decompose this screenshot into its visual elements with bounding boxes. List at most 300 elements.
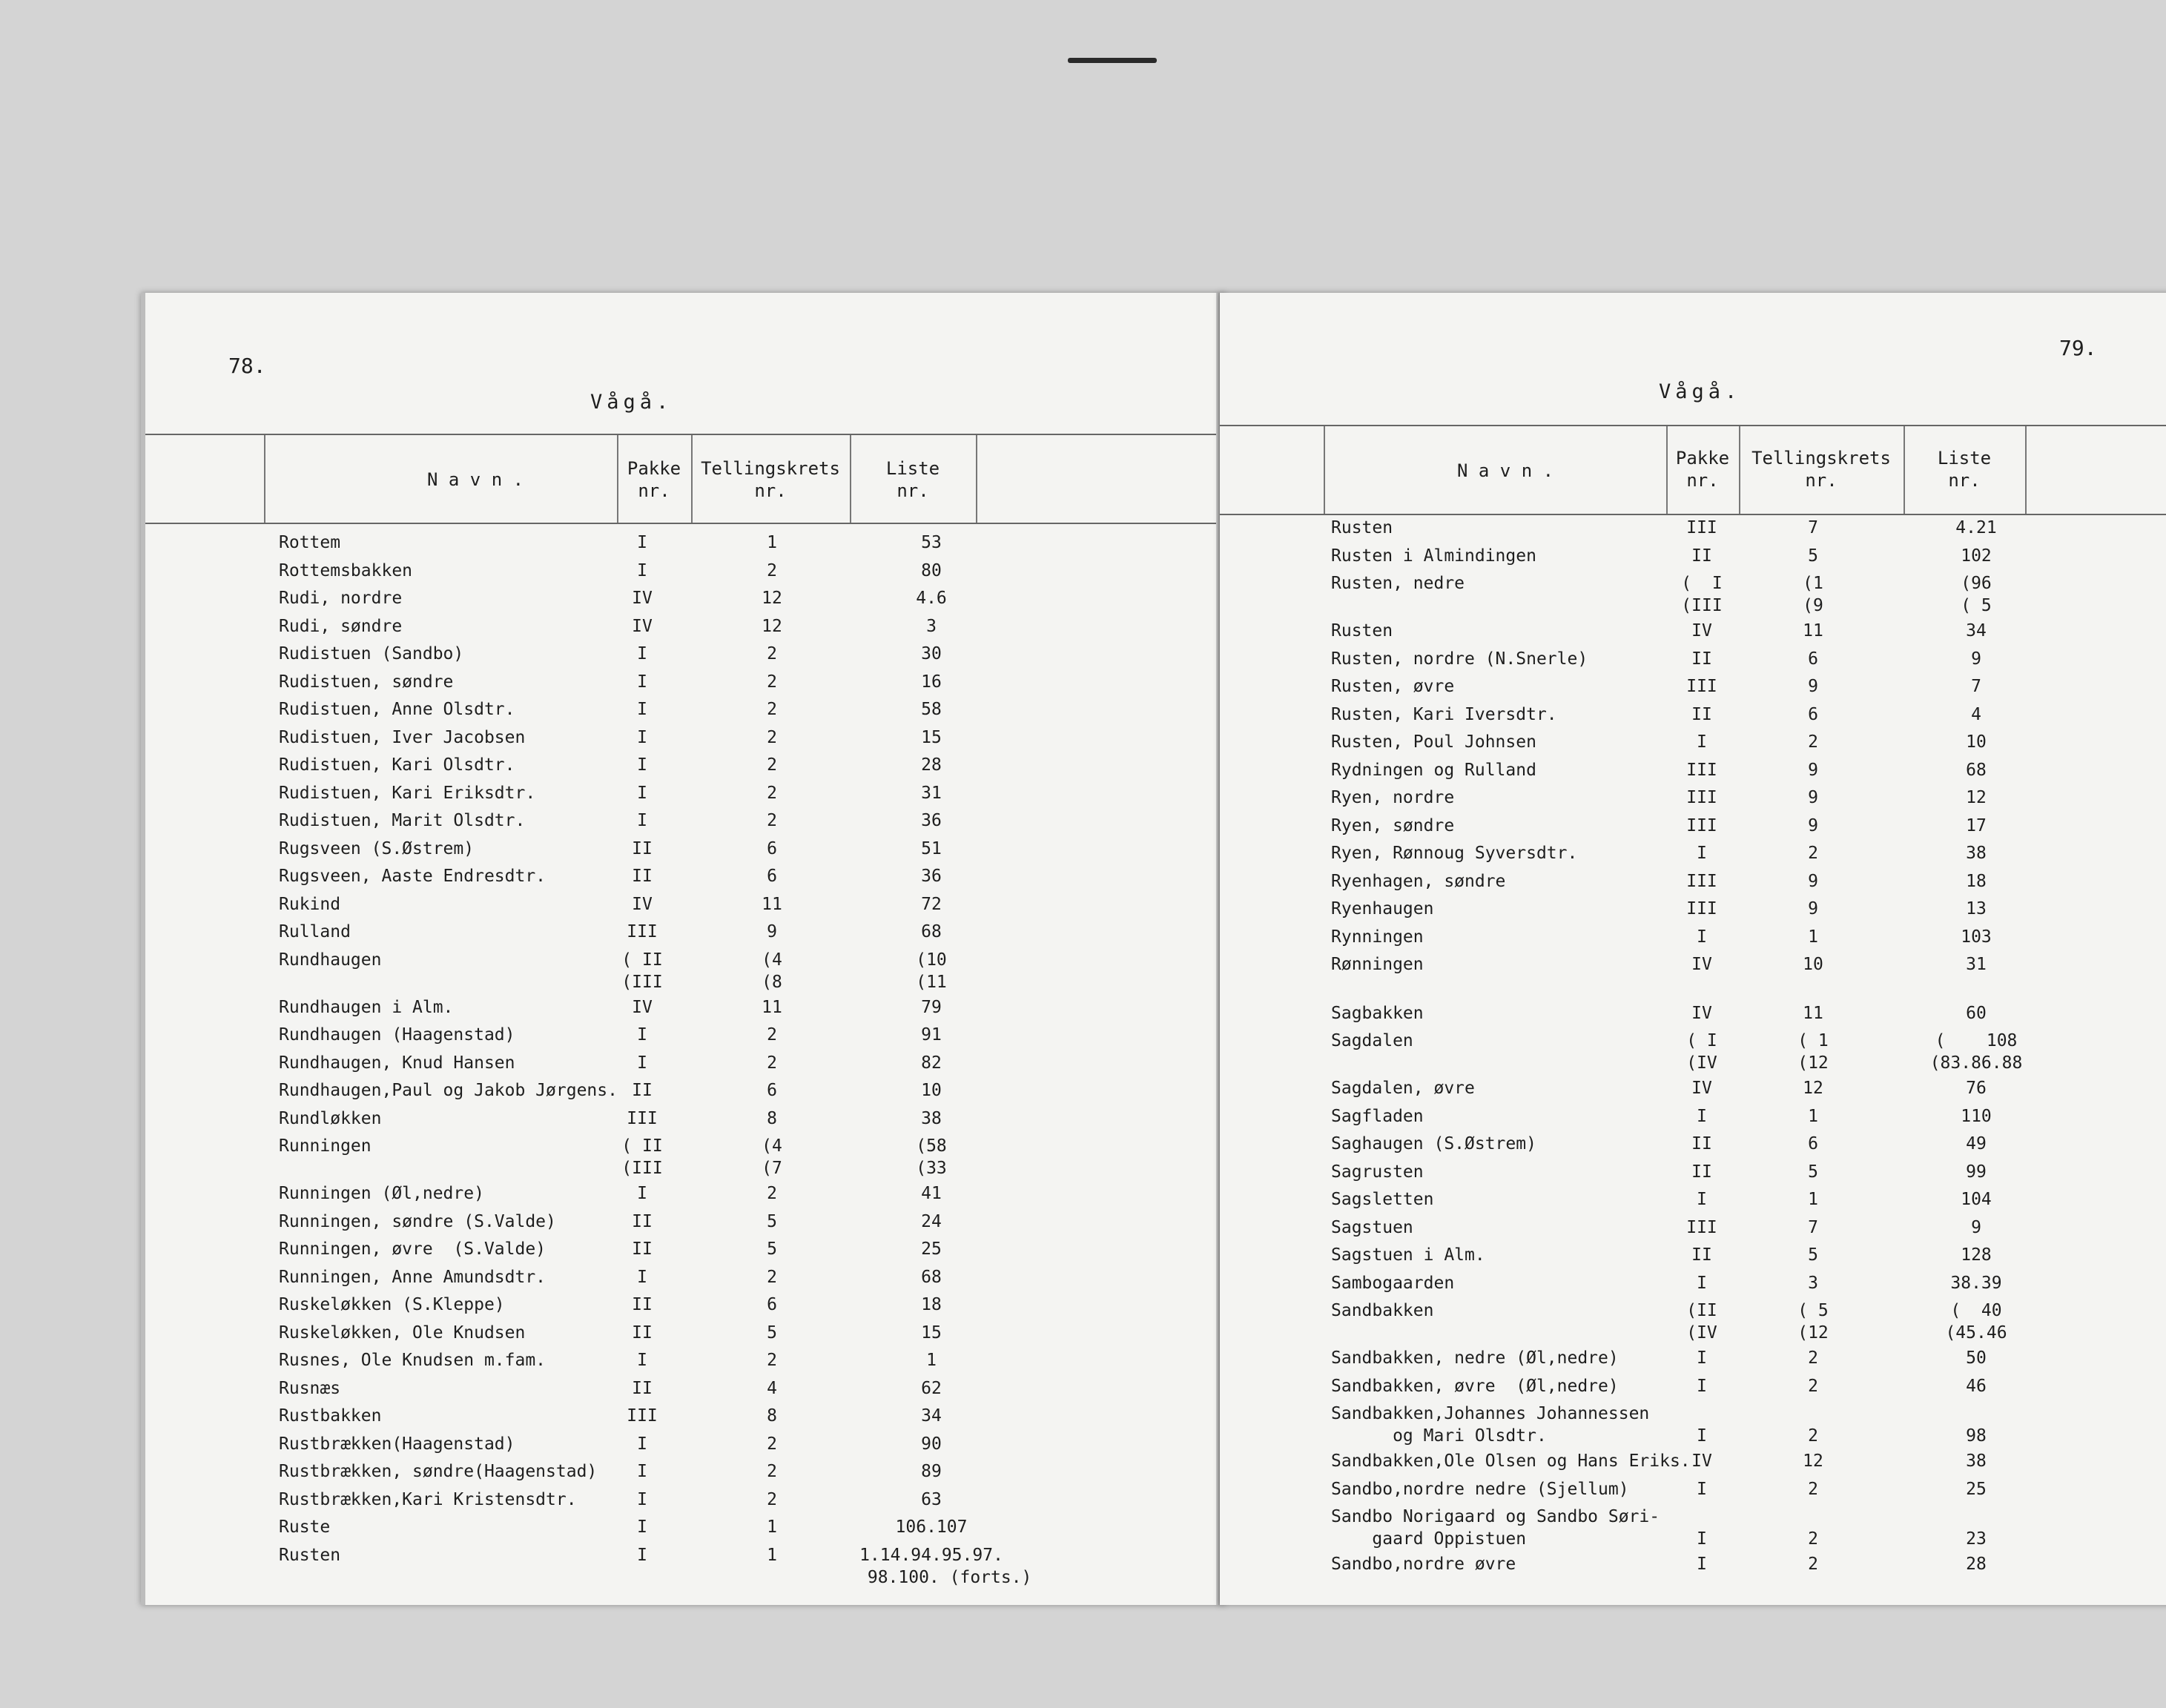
- table-row: [1220, 1375, 2166, 1402]
- table-row: [145, 1460, 1224, 1487]
- cell-navn: Rudistuen, Anne Olsdtr.: [279, 700, 515, 719]
- cell-liste: 98: [1966, 1426, 1987, 1446]
- cell-pakke: ( I (III: [1681, 574, 1723, 615]
- cell-krets: 1: [1808, 1190, 1818, 1209]
- cell-pakke: I: [637, 644, 647, 663]
- cell-pakke: I: [637, 560, 647, 580]
- cell-pakke: IV: [1691, 621, 1712, 640]
- cell-liste: 80: [921, 560, 942, 580]
- cell-liste: (58 (33: [916, 1136, 947, 1178]
- cell-navn: Ruskeløkken (S.Kleppe): [279, 1295, 505, 1314]
- cell-navn: Saghaugen (S.Østrem): [1331, 1134, 1536, 1153]
- cell-krets: (4 (8: [762, 950, 782, 992]
- cell-krets: 9: [1808, 815, 1818, 835]
- table-row: [145, 949, 1224, 996]
- cell-krets: 5: [1808, 1245, 1818, 1265]
- cell-pakke: IV: [1691, 1003, 1712, 1023]
- cell-krets: 2: [1808, 1426, 1818, 1446]
- cell-krets: 2: [767, 1053, 777, 1073]
- cell-pakke: I: [1697, 1479, 1707, 1499]
- cell-navn: Rudi, søndre: [279, 616, 403, 636]
- cell-navn: Rudistuen (Sandbo): [279, 644, 464, 663]
- cell-navn: Rønningen: [1331, 955, 1424, 974]
- cell-pakke: I: [1697, 732, 1707, 752]
- cell-navn: Sambogaarden: [1331, 1273, 1455, 1293]
- cell-navn: Rusten i Almindingen: [1331, 546, 1536, 566]
- table-row: [145, 1135, 1224, 1182]
- table-row: [145, 532, 1224, 558]
- cell-navn: Runningen, Anne Amundsdtr.: [279, 1267, 547, 1287]
- cell-liste: 60: [1966, 1003, 1987, 1023]
- cell-navn: Sagrusten: [1331, 1162, 1424, 1182]
- table-row: [1220, 1403, 2166, 1450]
- cell-navn: Rudistuen, Marit Olsdtr.: [279, 811, 526, 830]
- cell-liste: 91: [921, 1025, 942, 1045]
- table-row: [145, 1079, 1224, 1106]
- cell-navn: Rulland: [279, 922, 351, 941]
- cell-pakke: II: [632, 1295, 653, 1314]
- cell-krets: 8: [767, 1108, 777, 1128]
- cell-navn: Rundhaugen i Alm.: [279, 997, 454, 1017]
- cell-pakke: II: [632, 1378, 653, 1398]
- table-row: [145, 1322, 1224, 1348]
- cell-liste: 50: [1966, 1348, 1987, 1368]
- left-page-title: Vågå.: [590, 391, 673, 414]
- cell-navn: Rydningen og Rulland: [1331, 760, 1536, 780]
- cell-pakke: IV: [1691, 1452, 1712, 1471]
- cell-navn: Rusten: [1331, 518, 1393, 537]
- cell-navn: Rusnes, Ole Knudsen m.fam.: [279, 1351, 547, 1370]
- cell-liste: 1.14.94.95.97. 98.100. (forts.): [859, 1545, 1032, 1587]
- cell-krets: 9: [1808, 788, 1818, 807]
- table-row: [145, 1433, 1224, 1460]
- cell-navn: Rundhaugen, Knud Hansen: [279, 1053, 515, 1073]
- cell-liste: 31: [921, 783, 942, 803]
- cell-krets: 5: [767, 1323, 777, 1343]
- table-row: [145, 1182, 1224, 1209]
- cell-krets: 1: [1808, 1106, 1818, 1126]
- cell-navn: Rustbrækken, søndre(Haagenstad): [279, 1462, 598, 1481]
- cell-krets: ( 1 (12: [1797, 1031, 1829, 1073]
- cell-navn: Runningen (Øl,nedre): [279, 1184, 484, 1203]
- cell-krets: ( 5 (12: [1797, 1301, 1829, 1343]
- table-row: [1220, 1272, 2166, 1299]
- cell-liste: 110: [1961, 1106, 1992, 1126]
- cell-pakke: II: [1691, 546, 1712, 566]
- cell-navn: Rukind: [279, 894, 341, 914]
- cell-pakke: III: [1686, 677, 1717, 696]
- cell-pakke: I: [637, 1267, 647, 1287]
- cell-krets: 2: [1808, 1555, 1818, 1574]
- cell-krets: 2: [1808, 1529, 1818, 1549]
- cell-krets: (4 (7: [762, 1136, 782, 1178]
- top-ink-mark: [1068, 58, 1157, 63]
- table-row: [1220, 1217, 2166, 1243]
- cell-krets: 2: [767, 1351, 777, 1370]
- cell-navn: Sandbakken, øvre (Øl,nedre): [1331, 1376, 1619, 1396]
- cell-pakke: I: [1697, 1555, 1707, 1574]
- cell-pakke: II: [632, 1239, 653, 1259]
- cell-liste: 10: [1966, 732, 1987, 752]
- cell-krets: 6: [1808, 1134, 1818, 1153]
- cell-krets: 6: [767, 1295, 777, 1314]
- cell-liste: 38.39: [1950, 1273, 2002, 1293]
- cell-pakke: I: [637, 783, 647, 803]
- left-page-number: 78.: [228, 354, 266, 378]
- cell-liste: 9: [1971, 1217, 1981, 1237]
- cell-pakke: I: [637, 533, 647, 552]
- cell-liste: 63: [921, 1489, 942, 1509]
- cell-liste: 31: [1966, 955, 1987, 974]
- cell-liste: 18: [921, 1295, 942, 1314]
- table-row: [145, 1489, 1224, 1515]
- table-row: [145, 1294, 1224, 1320]
- cell-pakke: IV: [1691, 1079, 1712, 1098]
- cell-pakke: IV: [632, 616, 653, 636]
- table-row: [1220, 1133, 2166, 1159]
- table-row: [145, 560, 1224, 586]
- cell-liste: 76: [1966, 1079, 1987, 1098]
- table-row: [1220, 1105, 2166, 1132]
- table-row: [145, 1024, 1224, 1050]
- cell-navn: Sandbakken,Ole Olsen og Hans Eriks.: [1331, 1452, 1691, 1471]
- cell-krets: 9: [1808, 871, 1818, 891]
- cell-navn: Rusten, nedre: [1331, 574, 1465, 593]
- cell-liste: 4: [1971, 704, 1981, 724]
- cell-krets: 11: [762, 997, 782, 1017]
- cell-liste: 15: [921, 727, 942, 747]
- cell-pakke: III: [1686, 788, 1717, 807]
- cell-navn: Rundløkken: [279, 1108, 382, 1128]
- cell-pakke: I: [637, 1184, 647, 1203]
- cell-navn: Sagsletten: [1331, 1190, 1434, 1209]
- cell-krets: 12: [1803, 1452, 1823, 1471]
- cell-navn: Sandbakken: [1331, 1301, 1434, 1320]
- cell-navn: Rusten, Kari Iversdtr.: [1331, 704, 1557, 724]
- cell-krets: 5: [1808, 1162, 1818, 1182]
- cell-liste: 25: [1966, 1479, 1987, 1499]
- cell-liste: 79: [921, 997, 942, 1017]
- cell-liste: 1: [926, 1351, 937, 1370]
- cell-pakke: I: [637, 1489, 647, 1509]
- table-row: [1220, 545, 2166, 572]
- cell-pakke: I: [1697, 1376, 1707, 1396]
- table-row: [145, 1544, 1224, 1592]
- cell-pakke: I: [637, 1025, 647, 1045]
- cell-navn: Sagstuen i Alm.: [1331, 1245, 1485, 1265]
- cell-liste: 30: [921, 644, 942, 663]
- cell-pakke: I: [637, 1517, 647, 1537]
- cell-navn: Rudistuen, Kari Olsdtr.: [279, 755, 515, 775]
- table-row: [1220, 898, 2166, 924]
- table-row: [1220, 517, 2166, 543]
- cell-liste: 58: [921, 700, 942, 719]
- cell-krets: 2: [767, 1434, 777, 1454]
- cell-pakke: I: [1697, 1529, 1707, 1549]
- cell-navn: Ryen, søndre: [1331, 815, 1455, 835]
- cell-krets: 11: [762, 894, 782, 914]
- cell-krets: 2: [1808, 844, 1818, 863]
- table-row: [1220, 926, 2166, 953]
- cell-navn: Rusten: [279, 1545, 341, 1565]
- cell-navn: Rudistuen, Kari Eriksdtr.: [279, 783, 536, 803]
- cell-liste: 106.107: [895, 1517, 968, 1537]
- table-row: [145, 1052, 1224, 1079]
- table-row: [145, 1108, 1224, 1134]
- table-row: [1220, 787, 2166, 813]
- cell-pakke: I: [637, 811, 647, 830]
- cell-navn: Sagdalen, øvre: [1331, 1079, 1475, 1098]
- table-row: [1220, 704, 2166, 730]
- header-navn: N a v n .: [1457, 460, 1554, 481]
- cell-navn: Rustbrækken(Haagenstad): [279, 1434, 515, 1454]
- cell-krets: 2: [1808, 1479, 1818, 1499]
- cell-liste: 13: [1966, 899, 1987, 918]
- cell-navn: Sagdalen: [1331, 1031, 1413, 1050]
- cell-liste: 89: [921, 1462, 942, 1481]
- cell-navn: Sandbo,nordre øvre: [1331, 1555, 1516, 1574]
- cell-pakke: I: [1697, 1106, 1707, 1126]
- header-pakke: Pakke nr.: [627, 458, 681, 501]
- cell-krets: 2: [767, 811, 777, 830]
- cell-liste: 38: [921, 1108, 942, 1128]
- cell-krets: 2: [767, 727, 777, 747]
- cell-navn: Rugsveen, Aaste Endresdtr.: [279, 867, 547, 886]
- cell-pakke: ( II (III: [621, 1136, 663, 1178]
- table-row: [1220, 1506, 2166, 1553]
- cell-liste: 46: [1966, 1376, 1987, 1396]
- cell-liste: 103: [1961, 927, 1992, 947]
- cell-liste: 51: [921, 838, 942, 858]
- right-table-header: [1220, 425, 2166, 515]
- cell-krets: 1: [767, 1545, 777, 1565]
- cell-krets: 8: [767, 1406, 777, 1426]
- cell-krets: 5: [767, 1239, 777, 1259]
- cell-pakke: II: [1691, 649, 1712, 669]
- cell-liste: 38: [1966, 1452, 1987, 1471]
- cell-navn: Ryenhaugen: [1331, 899, 1434, 918]
- table-row: [1220, 953, 2166, 980]
- cell-pakke: I: [637, 1462, 647, 1481]
- table-row: [1220, 1347, 2166, 1374]
- cell-navn: Rundhaugen: [279, 950, 382, 970]
- cell-pakke: II: [1691, 1162, 1712, 1182]
- cell-navn: Rusten, nordre (N.Snerle): [1331, 649, 1588, 669]
- table-row: [1220, 815, 2166, 841]
- cell-pakke: III: [1686, 518, 1717, 537]
- table-row: [145, 643, 1224, 669]
- cell-liste: (10 (11: [916, 950, 947, 992]
- cell-krets: 12: [762, 589, 782, 608]
- cell-liste: ( 108 (83.86.88: [1929, 1031, 2023, 1073]
- cell-liste: 128: [1961, 1245, 1992, 1265]
- cell-liste: 9: [1971, 649, 1981, 669]
- cell-liste: (96 ( 5: [1961, 574, 1992, 615]
- cell-liste: 4.21: [1955, 518, 1997, 537]
- cell-pakke: III: [1686, 899, 1717, 918]
- right-page-number: 79.: [2059, 336, 2097, 360]
- cell-navn: Rustbakken: [279, 1406, 382, 1426]
- cell-liste: 99: [1966, 1162, 1987, 1182]
- right-page: [1220, 293, 2166, 1605]
- cell-liste: 17: [1966, 815, 1987, 835]
- table-row: [145, 1349, 1224, 1376]
- cell-navn: Ruste: [279, 1517, 331, 1537]
- cell-pakke: (II (IV: [1686, 1301, 1717, 1343]
- table-row: [145, 1516, 1224, 1543]
- cell-krets: 2: [767, 1267, 777, 1287]
- cell-pakke: I: [1697, 1426, 1707, 1446]
- table-row: [145, 865, 1224, 892]
- cell-pakke: I: [1697, 1273, 1707, 1293]
- cell-krets: 2: [767, 1489, 777, 1509]
- table-row: [145, 698, 1224, 725]
- cell-pakke: II: [1691, 1134, 1712, 1153]
- cell-liste: 15: [921, 1323, 942, 1343]
- cell-navn: Sagfladen: [1331, 1106, 1424, 1126]
- cell-pakke: III: [1686, 815, 1717, 835]
- table-row: [145, 810, 1224, 836]
- table-row: [145, 587, 1224, 614]
- cell-liste: 68: [1966, 760, 1987, 780]
- cell-krets: 11: [1803, 1003, 1823, 1023]
- header-liste: Liste nr.: [1937, 448, 1992, 491]
- cell-krets: 3: [1808, 1273, 1818, 1293]
- cell-navn: Rugsveen (S.Østrem): [279, 838, 475, 858]
- header-navn: N a v n .: [427, 469, 524, 490]
- table-row: [1220, 842, 2166, 869]
- cell-liste: 90: [921, 1434, 942, 1454]
- header-liste: Liste nr.: [885, 458, 940, 501]
- cell-pakke: II: [632, 838, 653, 858]
- cell-liste: ( 40 (45.46: [1945, 1301, 2007, 1343]
- table-row: [1220, 1002, 2166, 1029]
- cell-krets: 2: [767, 644, 777, 663]
- cell-liste: 36: [921, 867, 942, 886]
- cell-krets: 1: [1808, 927, 1818, 947]
- cell-navn: Ryenhagen, søndre: [1331, 871, 1506, 891]
- cell-pakke: IV: [1691, 955, 1712, 974]
- cell-navn: Runningen: [279, 1136, 372, 1156]
- cell-krets: 2: [767, 672, 777, 692]
- cell-pakke: III: [627, 1406, 658, 1426]
- table-row: [145, 1211, 1224, 1237]
- cell-pakke: II: [632, 867, 653, 886]
- cell-liste: 3: [926, 616, 937, 636]
- cell-krets: 9: [1808, 899, 1818, 918]
- cell-krets: 9: [1808, 677, 1818, 696]
- cell-pakke: II: [1691, 704, 1712, 724]
- cell-liste: 23: [1966, 1529, 1987, 1549]
- cell-liste: 104: [1961, 1190, 1992, 1209]
- cell-navn: Rottemsbakken: [279, 560, 413, 580]
- cell-krets: 12: [1803, 1079, 1823, 1098]
- cell-navn: Rudistuen, søndre: [279, 672, 454, 692]
- cell-liste: 38: [1966, 844, 1987, 863]
- left-page: [141, 293, 1224, 1605]
- table-row: [1220, 1188, 2166, 1215]
- cell-pakke: ( II (III: [621, 950, 663, 992]
- cell-pakke: IV: [632, 894, 653, 914]
- cell-pakke: I: [1697, 1348, 1707, 1368]
- cell-navn: Rudi, nordre: [279, 589, 403, 608]
- cell-pakke: III: [627, 922, 658, 941]
- cell-pakke: I: [637, 727, 647, 747]
- open-book: [126, 293, 2097, 1605]
- cell-navn: Rudistuen, Iver Jacobsen: [279, 727, 526, 747]
- cell-krets: 11: [1803, 621, 1823, 640]
- table-row: [1220, 870, 2166, 897]
- cell-pakke: III: [627, 1108, 658, 1128]
- table-row: [1220, 1161, 2166, 1188]
- cell-navn: Sandbakken, nedre (Øl,nedre): [1331, 1348, 1619, 1368]
- table-row: [145, 782, 1224, 809]
- cell-krets: 7: [1808, 518, 1818, 537]
- cell-pakke: II: [1691, 1245, 1712, 1265]
- cell-krets: 2: [767, 560, 777, 580]
- table-row: [145, 838, 1224, 864]
- cell-pakke: I: [637, 1434, 647, 1454]
- table-row: [1220, 675, 2166, 702]
- cell-pakke: II: [632, 1211, 653, 1231]
- cell-pakke: I: [1697, 1190, 1707, 1209]
- cell-liste: 82: [921, 1053, 942, 1073]
- table-row: [1220, 1300, 2166, 1347]
- cell-pakke: I: [1697, 927, 1707, 947]
- cell-liste: 36: [921, 811, 942, 830]
- cell-krets: 2: [1808, 1376, 1818, 1396]
- cell-navn: Sandbakken,Johannes Johannessen og Mari Olsdtr.: [1331, 1404, 1650, 1446]
- cell-liste: 24: [921, 1211, 942, 1231]
- cell-krets: 10: [1803, 955, 1823, 974]
- cell-pakke: I: [1697, 844, 1707, 863]
- cell-krets: 2: [767, 755, 777, 775]
- table-row: [145, 1377, 1224, 1404]
- table-row: [145, 726, 1224, 753]
- cell-navn: Runningen, øvre (S.Valde): [279, 1239, 547, 1259]
- cell-krets: 5: [767, 1211, 777, 1231]
- cell-navn: Rusnæs: [279, 1378, 341, 1398]
- cell-navn: Sandbo Norigaard og Sandbo Søri- gaard Oppistuen: [1331, 1507, 1660, 1549]
- table-row: [1220, 1553, 2166, 1580]
- cell-navn: Ryen, nordre: [1331, 788, 1455, 807]
- cell-navn: Ruskeløkken, Ole Knudsen: [279, 1323, 526, 1343]
- cell-krets: 6: [1808, 704, 1818, 724]
- table-row: [145, 1238, 1224, 1265]
- table-row: [145, 1266, 1224, 1293]
- cell-krets: 2: [767, 700, 777, 719]
- cell-pakke: ( I (IV: [1686, 1031, 1717, 1073]
- cell-liste: 68: [921, 1267, 942, 1287]
- table-row: [1220, 1077, 2166, 1104]
- right-page-title: Vågå.: [1659, 380, 1742, 403]
- cell-pakke: IV: [632, 997, 653, 1017]
- cell-liste: 53: [921, 533, 942, 552]
- cell-liste: 12: [1966, 788, 1987, 807]
- cell-krets: 6: [767, 1081, 777, 1100]
- cell-navn: Rottem: [279, 533, 341, 552]
- table-row: [145, 754, 1224, 781]
- cell-pakke: I: [637, 1545, 647, 1565]
- table-row: [145, 1405, 1224, 1431]
- cell-liste: 41: [921, 1184, 942, 1203]
- cell-navn: Rustbrækken,Kari Kristensdtr.: [279, 1489, 577, 1509]
- table-row: [1220, 759, 2166, 786]
- cell-pakke: I: [637, 755, 647, 775]
- cell-krets: 2: [767, 783, 777, 803]
- table-row: [1220, 1030, 2166, 1077]
- cell-navn: Runningen, søndre (S.Valde): [279, 1211, 556, 1231]
